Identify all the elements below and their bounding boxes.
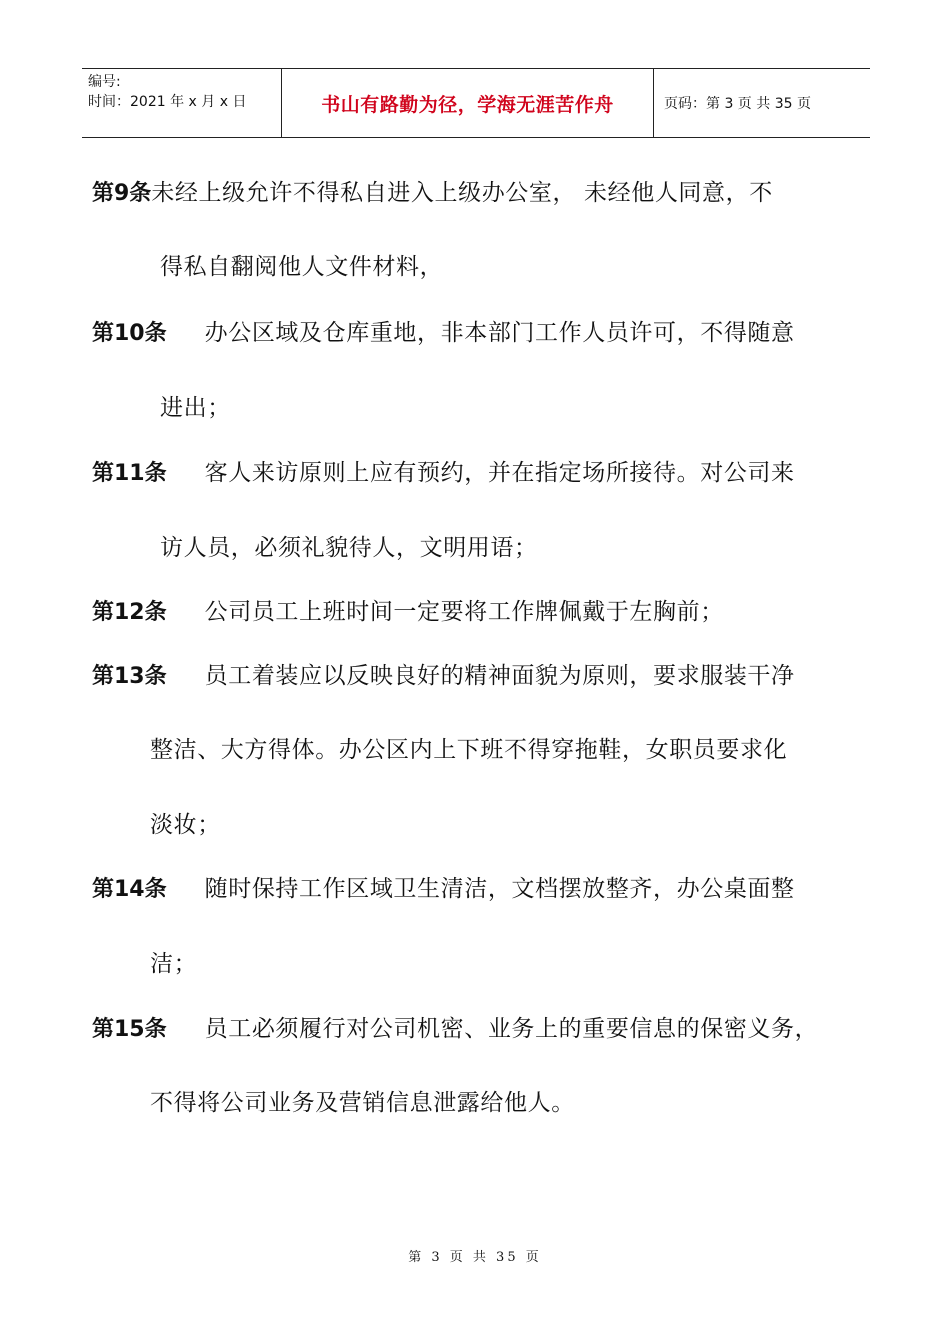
article-number: 第15条: [92, 1017, 167, 1042]
article-14-line-1: [92, 874, 795, 905]
article-10-line-2: 进出；: [160, 395, 231, 421]
article-text: 随时保持工作区域卫生清洁，文档摆放整齐，办公桌面整: [204, 876, 795, 902]
article-14-line-2: 洁；: [150, 951, 198, 977]
header-meta: [82, 69, 281, 137]
article-text: 未经上级允许不得私自进入上级办公室， 未经他人同意，不: [151, 180, 773, 206]
article-13-line-3: 淡妆；: [150, 812, 221, 838]
article-9-line-2: 得私自翻阅他人文件材料，: [160, 254, 444, 280]
motto: 书山有路勤为径，学海无涯苦作舟: [321, 93, 614, 116]
header-page-cell: [654, 69, 870, 137]
page-label: 页码：第 3 页 共 35 页: [664, 96, 811, 112]
article-text: 员工着装应以反映良好的精神面貌为原则，要求服装干净: [204, 663, 795, 689]
article-9-line-1: [92, 178, 773, 209]
article-number: 第10条: [92, 321, 167, 346]
article-15-line-2: 不得将公司业务及营销信息泄露给他人。: [150, 1090, 575, 1116]
article-13-line-2: 整洁、大方得体。办公区内上下班不得穿拖鞋，女职员要求化: [150, 737, 788, 763]
page-footer: 第 3 页 共 35 页: [408, 1250, 542, 1265]
article-number: 第9条: [92, 181, 152, 206]
header-motto-cell: [281, 69, 654, 137]
article-12-line-1: [92, 597, 724, 628]
article-number: 第12条: [92, 600, 167, 625]
article-number: 第11条: [92, 461, 167, 486]
article-text: 办公区域及仓库重地，非本部门工作人员许可，不得随意: [204, 320, 795, 346]
article-11-line-2: 访人员，必须礼貌待人，文明用语；: [160, 535, 538, 561]
time-label: 时间：2021 年 x 月 x 日: [88, 94, 247, 110]
article-15-line-1: [92, 1014, 818, 1045]
article-13-line-1: [92, 661, 795, 692]
page-header: [82, 68, 870, 138]
article-number: 第14条: [92, 877, 167, 902]
article-number: 第13条: [92, 664, 167, 689]
article-11-line-1: [92, 458, 795, 489]
article-text: 公司员工上班时间一定要将工作牌佩戴于左胸前；: [204, 599, 724, 625]
article-text: 员工必须履行对公司机密、业务上的重要信息的保密义务，: [204, 1016, 819, 1042]
serial-label: 编号:: [88, 74, 121, 90]
article-10-line-1: [92, 318, 795, 349]
article-text: 客人来访原则上应有预约，并在指定场所接待。对公司来: [204, 460, 795, 486]
